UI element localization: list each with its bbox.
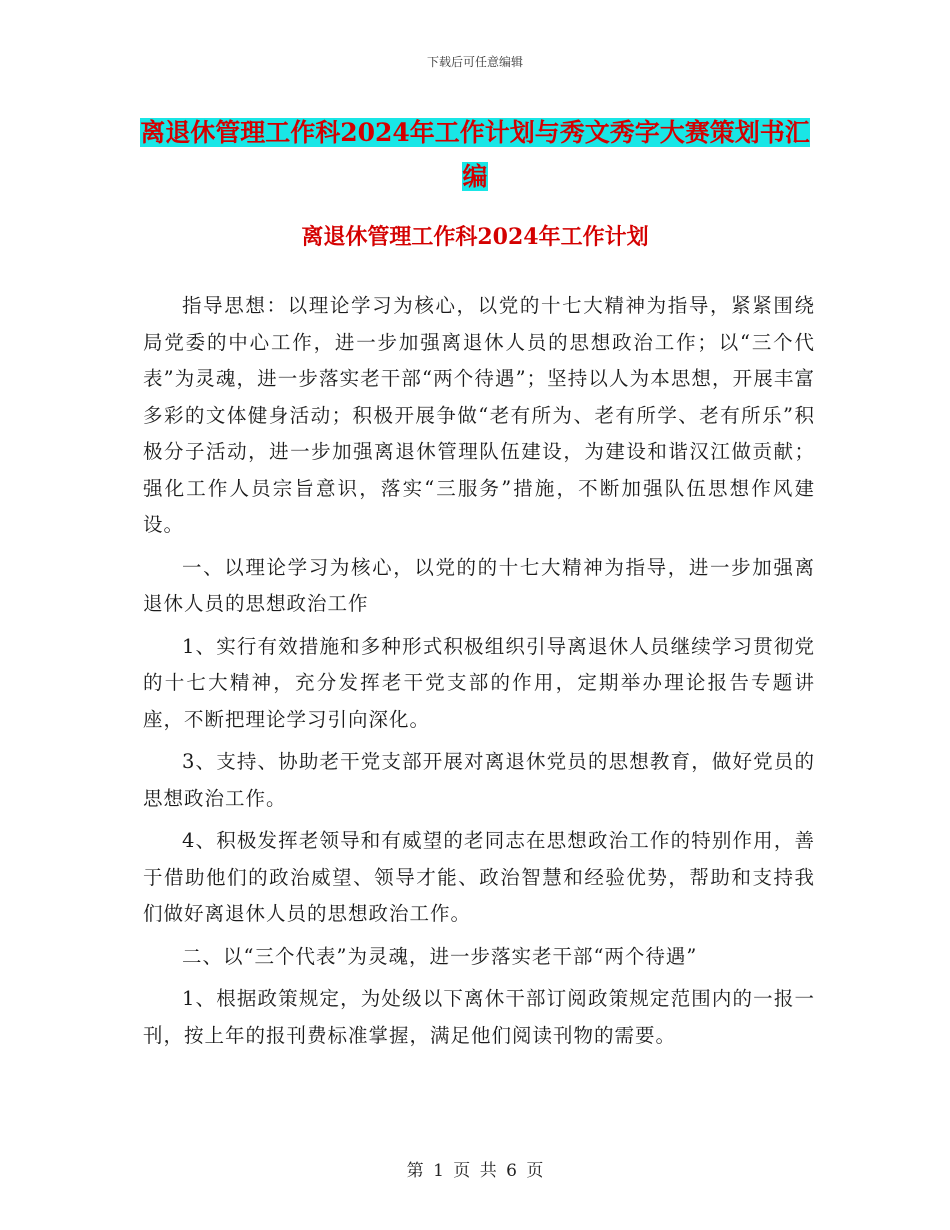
- paragraph: 1、根据政策规定，为处级以下离休干部订阅政策规定范围内的一报一刊，按上年的报刊费标准掌握，满足他们阅读刊物的需要。: [143, 987, 815, 1047]
- paragraph: 指导思想：以理论学习为核心，以党的十七大精神为指导，紧紧围绕局党委的中心工作，进一步加强离退休人员的思想政治工作；以“三个代表”为灵魂，进一步落实老干部“两个待遇”；坚持以人为本思想，开展丰富多彩的文体健身活动；积极开展争做“老有所为、老有所学、老有所乐”积极分子活动，进一步加强离退休管理队伍建设，为建设和谐汉江做贡献；强化工作人员宗旨意识，落实“三服务”措施，不断加强队伍思想作风建设。: [143, 294, 815, 536]
- page-number: 第 1 页 共 6 页: [406, 1161, 544, 1181]
- paragraph: 3、支持、协助老干党支部开展对离退休党员的思想教育，做好党员的思想政治工作。: [143, 750, 815, 810]
- header-note: 下载后可任意编辑: [426, 55, 523, 69]
- main-title: [140, 111, 810, 199]
- paragraph: 1、实行有效措施和多种形式积极组织引导离退休人员继续学习贯彻党的十七大精神，充分发挥老干党支部的作用，定期举办理论报告专题讲座，不断把理论学习引向深化。: [143, 634, 815, 731]
- paragraph: 一、以理论学习为核心，以党的的十七大精神为指导，进一步加强离退休人员的思想政治工作: [143, 555, 815, 615]
- main-title-text: 离退休管理工作科2024年工作计划与秀文秀字大赛策划书汇编: [140, 118, 810, 191]
- section-title: 离退休管理工作科2024年工作计划: [301, 224, 649, 250]
- paragraph: 4、积极发挥老领导和有威望的老同志在思想政治工作的特别作用，善于借助他们的政治威望、领导才能、政治智慧和经验优势，帮助和支持我们做好离退休人员的思想政治工作。: [143, 829, 815, 925]
- document-body: [143, 288, 815, 1060]
- paragraph: 二、以“三个代表”为灵魂，进一步落实老干部“两个待遇”: [182, 944, 698, 968]
